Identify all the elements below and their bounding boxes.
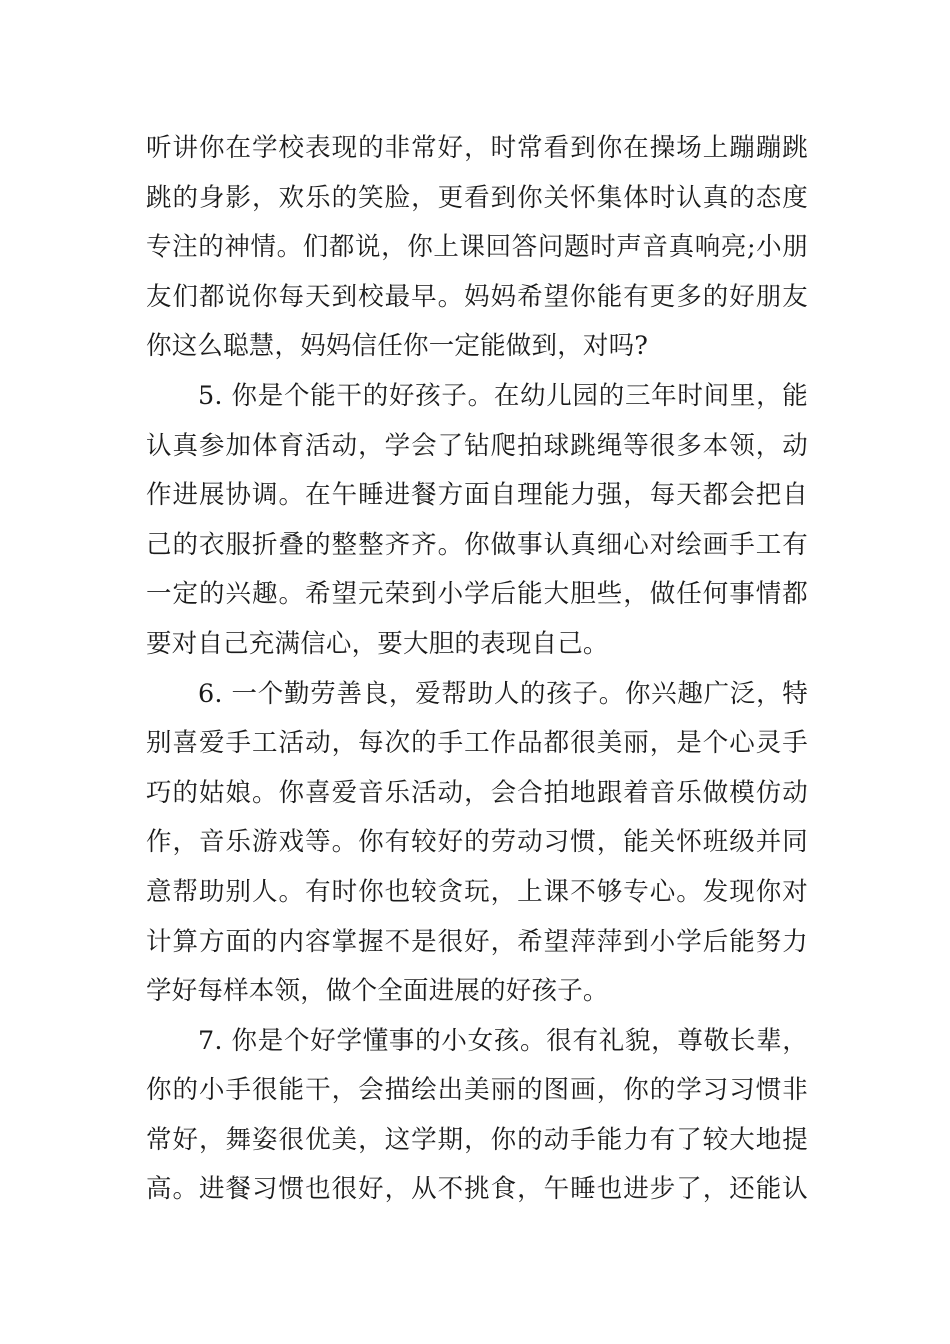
text-line: 认真参加体育活动，学会了钻爬拍球跳绳等很多本领，动 [146, 430, 808, 461]
paragraph-item-5 [146, 372, 808, 670]
text-line: 跳的身影，欢乐的笑脸，更看到你关怀集体时认真的态度 [146, 182, 808, 213]
text-line: 友们都说你每天到校最早。妈妈希望你能有更多的好朋友 [146, 281, 808, 312]
text-line: 你这么聪慧，妈妈信任你一定能做到，对吗? [146, 331, 649, 362]
paragraph-continuation [146, 124, 808, 372]
paragraph-item-6 [146, 670, 808, 1017]
text-line: 要对自己充满信心，要大胆的表现自己。 [146, 628, 609, 659]
text-line: 常好，舞姿很优美，这学期，你的动手能力有了较大地提 [146, 1124, 808, 1155]
text-line: 5. 你是个能干的好孩子。在幼儿园的三年时间里，能 [198, 380, 808, 411]
text-line: 你的小手很能干，会描绘出美丽的图画，你的学习习惯非 [146, 1075, 808, 1106]
text-line: 计算方面的内容掌握不是很好，希望萍萍到小学后能努力 [146, 926, 808, 957]
text-line: 高。进餐习惯也很好，从不挑食，午睡也进步了，还能认 [146, 1174, 808, 1205]
text-line: 7. 你是个好学懂事的小女孩。很有礼貌，尊敬长辈， [198, 1025, 808, 1056]
text-line: 巧的姑娘。你喜爱音乐活动，会合拍地跟着音乐做模仿动 [146, 777, 808, 808]
text-line: 作进展协调。在午睡进餐方面自理能力强，每天都会把自 [146, 480, 808, 511]
text-line: 专注的神情。们都说，你上课回答问题时声音真响亮;小朋 [146, 232, 808, 263]
text-line: 作，音乐游戏等。你有较好的劳动习惯，能关怀班级并同 [146, 827, 808, 858]
text-line: 学好每样本领，做个全面进展的好孩子。 [146, 976, 609, 1007]
text-line: 别喜爱手工活动，每次的手工作品都很美丽，是个心灵手 [146, 728, 808, 759]
paragraph-item-7 [146, 1017, 808, 1215]
document-body [146, 124, 808, 1215]
text-line: 一定的兴趣。希望元荣到小学后能大胆些，做任何事情都 [146, 579, 808, 610]
text-line: 意帮助别人。有时你也较贪玩，上课不够专心。发现你对 [146, 876, 808, 907]
text-line: 6. 一个勤劳善良，爱帮助人的孩子。你兴趣广泛，特 [198, 678, 808, 709]
text-line: 听讲你在学校表现的非常好，时常看到你在操场上蹦蹦跳 [146, 133, 808, 163]
text-line: 己的衣服折叠的整整齐齐。你做事认真细心对绘画手工有 [146, 529, 808, 560]
